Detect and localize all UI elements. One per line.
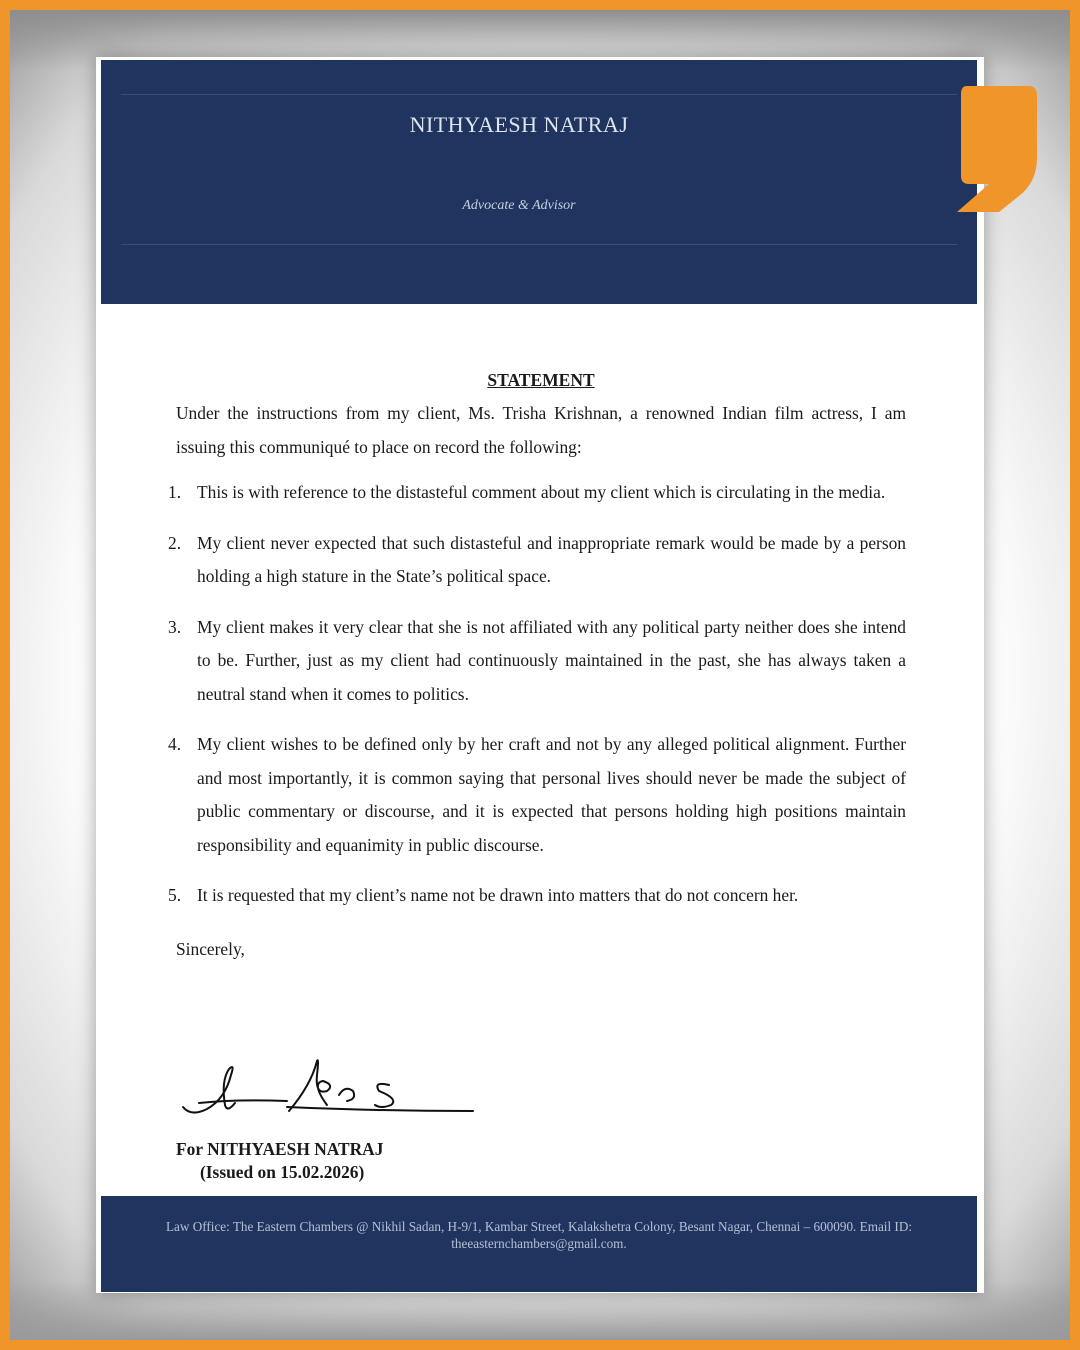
- statement-body: [168, 370, 906, 960]
- signer-name: For NITHYAESH NATRAJ: [176, 1139, 384, 1159]
- list-item-text: My client wishes to be defined only by her craft and not by any alleged political alignment. Further and most importantly, it is common saying that personal lives should never be made the subject of public commentary or discourse, and it is expected that persons holding high positions maintain responsibility and equanimity in public discourse.: [197, 734, 906, 855]
- letterhead: [101, 60, 977, 304]
- list-item: [168, 476, 906, 510]
- list-item-number: 2.: [168, 532, 182, 553]
- comma-logo-icon: [955, 84, 1039, 216]
- list-item-text: This is with reference to the distasteful comment about my client which is circulating in the media.: [197, 482, 886, 502]
- statement-points: [168, 476, 906, 913]
- header-top-rule: [121, 94, 957, 95]
- letter-footer: [101, 1196, 977, 1292]
- list-item: [168, 728, 906, 862]
- list-item: [168, 527, 906, 594]
- list-item-text: My client never expected that such distasteful and inappropriate remark would be made by a person holding a high stature in the State’s political space.: [197, 532, 906, 586]
- issue-date: (Issued on 15.02.2026): [200, 1162, 365, 1182]
- handwritten-signature: [177, 1055, 477, 1125]
- letterhead-subtitle: Advocate & Advisor: [462, 198, 576, 213]
- list-item-text: My client makes it very clear that she is not affiliated with any political party neither does she intend to be. Further, just as my client had continuously maintained in the past, she has always taken a neutral stand when it comes to politics.: [197, 616, 906, 704]
- list-item-number: 4.: [168, 734, 182, 754]
- closing-salutation: Sincerely,: [176, 938, 245, 959]
- list-item: [168, 879, 906, 913]
- statement-title: STATEMENT: [487, 370, 595, 390]
- list-item-number: 3.: [168, 616, 182, 637]
- statement-intro: Under the instructions from my client, Ms. Trisha Krishnan, a renowned Indian film actress, I am issuing this communiqué to place on record the following:: [176, 403, 906, 457]
- list-item-number: 1.: [168, 482, 182, 502]
- footer-address: Law Office: The Eastern Chambers @ Nikhil Sadan, H-9/1, Kambar Street, Kalakshetra Colony, Besant Nagar, Chennai – 600090. Email ID: theeasternchambers@gmail.com.: [165, 1219, 913, 1251]
- list-item-number: 5.: [168, 885, 182, 905]
- header-bottom-rule: [121, 244, 957, 245]
- letterhead-name: NITHYAESH NATRAJ: [409, 112, 629, 137]
- list-item-text: It is requested that my client’s name not be drawn into matters that do not concern her.: [197, 885, 799, 905]
- signer-block: [176, 1138, 383, 1184]
- list-item: [168, 611, 906, 712]
